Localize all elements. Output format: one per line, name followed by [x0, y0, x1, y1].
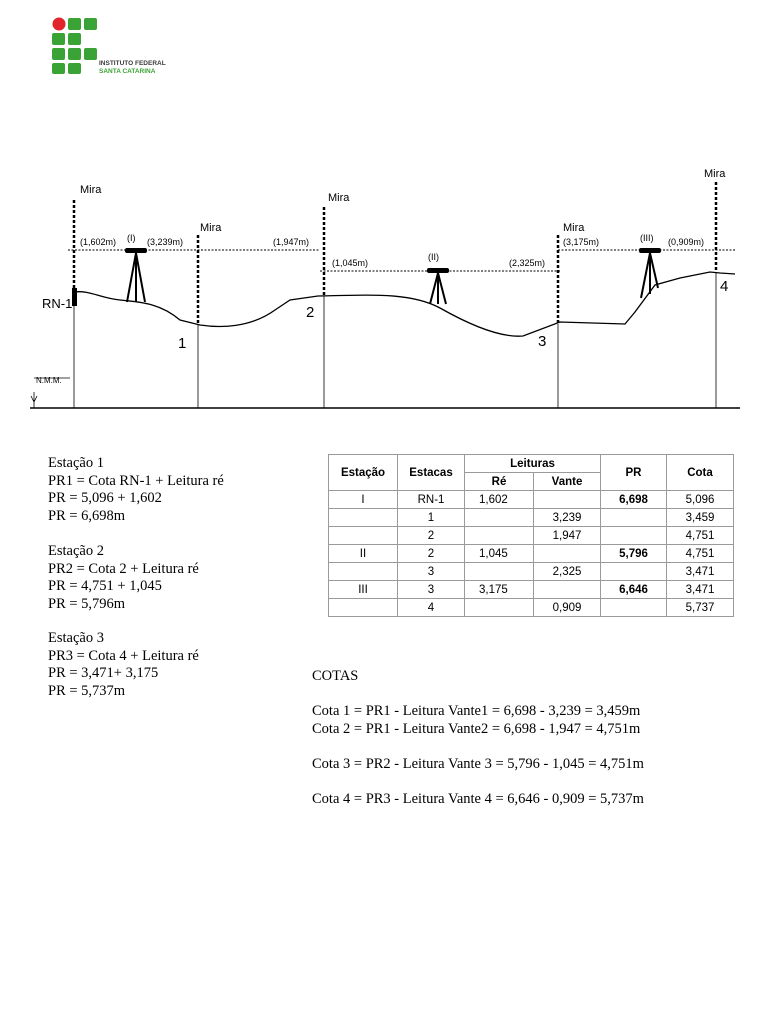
calc-line: PR = 5,737m — [48, 682, 126, 699]
cell-vante — [534, 545, 601, 563]
cell-estaca: RN-1 — [398, 491, 465, 509]
header-pr: PR — [601, 455, 667, 491]
cell-estacao — [329, 563, 398, 581]
header-estacao: Estação — [329, 455, 398, 491]
header-vante: Vante — [534, 473, 601, 491]
cell-re — [465, 509, 534, 527]
cell-estaca: 3 — [398, 581, 465, 599]
calc-station-1 — [48, 455, 224, 525]
cell-pr: 5,796 — [601, 545, 667, 563]
cell-pr — [601, 599, 667, 617]
cell-estaca: 1 — [398, 509, 465, 527]
leveling-table — [328, 454, 734, 617]
cell-estaca: 2 — [398, 527, 465, 545]
calc-line: PR = 4,751 + 1,045 — [48, 578, 162, 594]
level-instrument-3 — [639, 248, 661, 298]
cell-pr — [601, 509, 667, 527]
table-row — [329, 527, 734, 545]
mira-label-1: Mira — [200, 222, 222, 234]
point-label-3: 3 — [538, 333, 547, 350]
cell-pr — [601, 527, 667, 545]
cell-cota: 3,471 — [667, 581, 734, 599]
cell-estaca: 3 — [398, 563, 465, 581]
cotas-title: COTAS — [312, 668, 359, 684]
cell-re: 3,175 — [465, 581, 534, 599]
station-label-2: (II) — [428, 252, 439, 262]
cell-vante — [534, 491, 601, 509]
point-label-1: 1 — [178, 335, 187, 352]
cell-vante: 3,239 — [534, 509, 601, 527]
cell-cota: 3,471 — [667, 563, 734, 581]
cell-cota: 4,751 — [667, 545, 734, 563]
cell-estacao — [329, 599, 398, 617]
cell-vante: 2,325 — [534, 563, 601, 581]
table-row — [329, 563, 734, 581]
cell-estacao: I — [329, 491, 398, 509]
nmm-label: N.M.M. — [36, 376, 62, 385]
cell-vante: 1,947 — [534, 527, 601, 545]
header-cota: Cota — [667, 455, 734, 491]
cota-line: Cota 3 = PR2 - Leitura Vante 3 = 5,796 - 1,045 = 4,751m — [312, 755, 644, 772]
calc-station-3 — [48, 630, 199, 700]
mira-label-3: Mira — [563, 222, 585, 234]
vertical-drops — [74, 272, 716, 408]
reading-vante-3: (2,325m) — [509, 258, 546, 268]
cell-pr: 6,646 — [601, 581, 667, 599]
cell-cota: 5,096 — [667, 491, 734, 509]
cota-line: Cota 4 = PR3 - Leitura Vante 4 = 6,646 - 0,909 = 5,737m — [312, 790, 644, 807]
logo-line-2: SANTA CATARINA — [99, 68, 156, 75]
cota-line: Cota 2 = PR1 - Leitura Vante2 = 6,698 - 1,947 = 4,751m — [312, 720, 641, 737]
cell-vante: 0,909 — [534, 599, 601, 617]
reading-vante-4: (0,909m) — [668, 237, 705, 247]
calc-line: PR = 5,096 + 1,602 — [48, 490, 162, 506]
cell-cota: 4,751 — [667, 527, 734, 545]
table-row — [329, 545, 734, 563]
reading-vante-2: (1,947m) — [273, 237, 310, 247]
point-label-4: 4 — [720, 278, 729, 295]
cell-vante — [534, 581, 601, 599]
mira-label-4: Mira — [704, 168, 726, 180]
calc-line: PR = 6,698m — [48, 507, 126, 524]
cell-cota: 5,737 — [667, 599, 734, 617]
cell-estacao: II — [329, 545, 398, 563]
mira-label-2: Mira — [328, 192, 350, 204]
cell-re — [465, 527, 534, 545]
logo-text — [99, 60, 166, 76]
calc-line: PR = 5,796m — [48, 595, 126, 612]
cell-re: 1,602 — [465, 491, 534, 509]
reading-vante-1: (3,239m) — [147, 237, 184, 247]
mira-rods — [74, 182, 716, 325]
calc-line: PR1 = Cota RN-1 + Leitura ré — [48, 472, 224, 489]
level-instrument-1 — [125, 248, 147, 302]
cell-pr — [601, 563, 667, 581]
cell-re — [465, 563, 534, 581]
cell-estacao — [329, 527, 398, 545]
cell-pr: 6,698 — [601, 491, 667, 509]
rn1-marker — [72, 288, 77, 306]
cell-estacao: III — [329, 581, 398, 599]
calc-title: Estação 1 — [48, 455, 104, 471]
table-row — [329, 509, 734, 527]
leveling-profile-diagram — [30, 160, 740, 415]
header-estacas: Estacas — [398, 455, 465, 491]
table-row — [329, 581, 734, 599]
station-label-1: (I) — [127, 233, 136, 243]
nmm-arrow-icon — [31, 392, 37, 408]
calc-line: PR3 = Cota 4 + Leitura ré — [48, 647, 199, 664]
calc-station-2 — [48, 543, 199, 613]
reading-re-3: (3,175m) — [563, 237, 600, 247]
table-row — [329, 599, 734, 617]
cell-re — [465, 599, 534, 617]
reading-re-2: (1,045m) — [332, 258, 369, 268]
calc-title: Estação 2 — [48, 543, 104, 559]
cell-estacao — [329, 509, 398, 527]
cota-line: Cota 1 = PR1 - Leitura Vante1 = 6,698 - 3,239 = 3,459m — [312, 703, 641, 719]
header-leituras: Leituras — [465, 455, 601, 473]
logo-line-1: INSTITUTO FEDERAL — [99, 60, 166, 67]
cotas-section — [312, 668, 644, 808]
point-label-2: 2 — [306, 304, 315, 321]
point-label-rn1: RN-1 — [42, 296, 73, 311]
cell-estaca: 4 — [398, 599, 465, 617]
table-row — [329, 491, 734, 509]
terrain-line — [74, 272, 735, 336]
cell-estaca: 2 — [398, 545, 465, 563]
reading-re-1: (1,602m) — [80, 237, 117, 247]
cell-cota: 3,459 — [667, 509, 734, 527]
level-instrument-2 — [427, 268, 449, 304]
calc-line: PR2 = Cota 2 + Leitura ré — [48, 560, 199, 577]
calc-title: Estação 3 — [48, 630, 104, 646]
cell-re: 1,045 — [465, 545, 534, 563]
header-re: Ré — [465, 473, 534, 491]
calc-line: PR = 3,471+ 3,175 — [48, 665, 159, 681]
mira-label-rn1: Mira — [80, 184, 102, 196]
station-label-3: (III) — [640, 233, 654, 243]
